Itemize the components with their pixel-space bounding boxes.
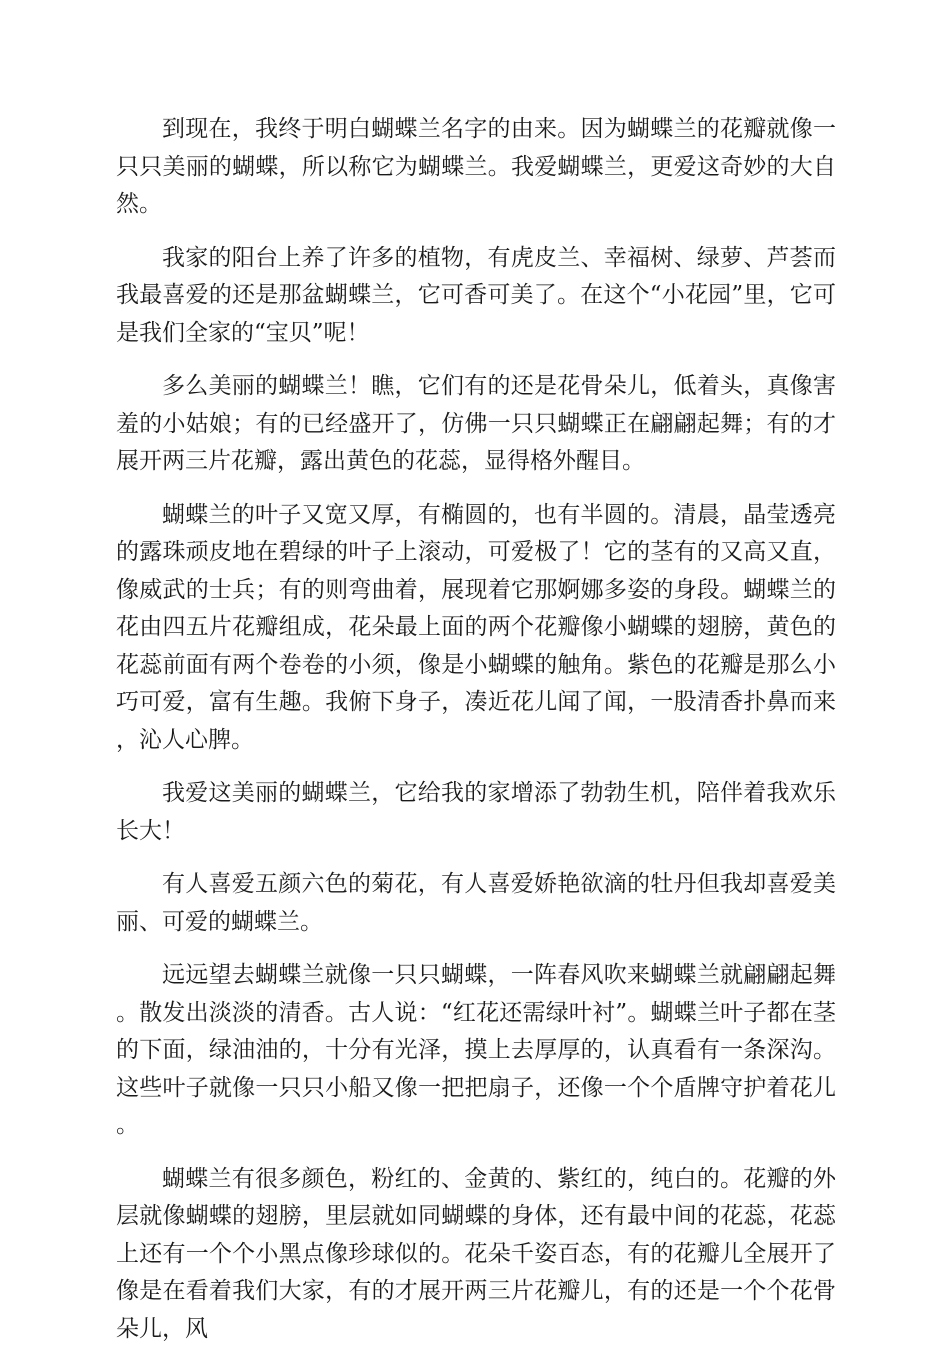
paragraph: 蝴蝶兰有很多颜色，粉红的、金黄的、紫红的，纯白的。花瓣的外层就像蝴蝶的翅膀，里层就如同蝴蝶的身体，还有最中间的花蕊，花蕊上还有一个个小黑点像珍球似的。花朵千姿百态，有的花瓣儿全展开了像是在看着我们大家，有的才展开两三片花瓣儿，有的还是一个个花骨朵儿，风 [116, 1165, 836, 1342]
paragraph: 远远望去蝴蝶兰就像一只只蝴蝶，一阵春风吹来蝴蝶兰就翩翩起舞。散发出淡淡的清香。古人说：“红花还需绿叶衬”。蝴蝶兰叶子都在茎的下面，绿油油的，十分有光泽，摸上去厚厚的，认真看有一条深沟。这些叶子就像一只只小船又像一把把扇子，还像一个个盾牌守护着花儿。 [116, 962, 836, 1138]
paragraph: 蝴蝶兰的叶子又宽又厚，有椭圆的，也有半圆的。清晨，晶莹透亮的露珠顽皮地在碧绿的叶子上滚动，可爱极了！它的茎有的又高又直，像威武的士兵；有的则弯曲着，展现着它那婀娜多姿的身段。蝴蝶兰的花由四五片花瓣组成，花朵最上面的两个花瓣像小蝴蝶的翅膀，黄色的花蕊前面有两个卷卷的小须，像是小蝴蝶的触角。紫色的花瓣是那么小巧可爱，富有生趣。我俯下身子，凑近花儿闻了闻，一股清香扑鼻而来，沁人心脾。 [116, 501, 836, 753]
paragraph: 到现在，我终于明白蝴蝶兰名字的由来。因为蝴蝶兰的花瓣就像一只只美丽的蝴蝶，所以称它为蝴蝶兰。我爱蝴蝶兰，更爱这奇妙的大自然。 [116, 116, 836, 217]
document-body [116, 111, 836, 1364]
paragraph: 多么美丽的蝴蝶兰！瞧，它们有的还是花骨朵儿，低着头，真像害羞的小姑娘；有的已经盛开了，仿佛一只只蝴蝶正在翩翩起舞；有的才展开两三片花瓣，露出黄色的花蕊，显得格外醒目。 [116, 373, 836, 474]
paragraph: 我家的阳台上养了许多的植物，有虎皮兰、幸福树、绿萝、芦荟而我最喜爱的还是那盆蝴蝶兰，它可香可美了。在这个“小花园”里，它可是我们全家的“宝贝”呢！ [116, 244, 836, 346]
paragraph: 有人喜爱五颜六色的菊花，有人喜爱娇艳欲滴的牡丹但我却喜爱美丽、可爱的蝴蝶兰。 [116, 871, 836, 935]
paragraph: 我爱这美丽的蝴蝶兰，它给我的家增添了勃勃生机，陪伴着我欢乐长大！ [116, 780, 836, 844]
